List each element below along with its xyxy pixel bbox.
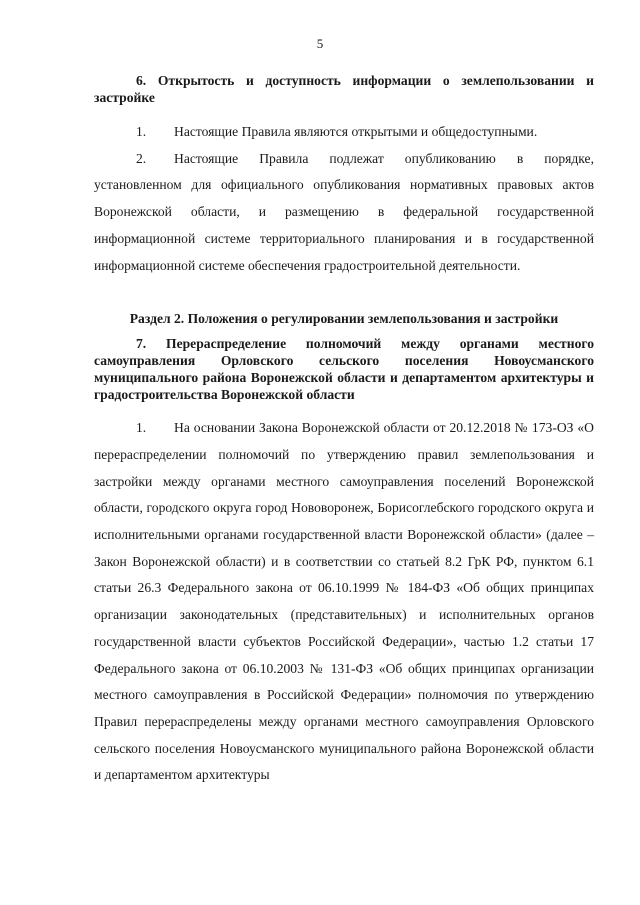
section-6-item-2 — [94, 146, 594, 280]
section-7-heading: 7. Перераспределение полномочий между органами местного самоуправления Орловского сельского поселения Новоусманского муниципального района Воронежской области и департаментом архитектуры и градостроительства Воронежской области — [94, 336, 594, 403]
item-number: 1. — [136, 124, 147, 139]
section-7-item-1 — [94, 415, 594, 789]
item-text: На основании Закона Воронежской области от 20.12.2018 № 173-ОЗ «О перераспределении полномочий по утверждению правил землепользования и застройки между органами местного самоуправления поселений Воронежской области, городского округа город Нововоронеж, Борисоглебского городского округа и исполнительными органами государственной власти Воронежской области» (далее – Закон Воронежской области) и в соответствии со статьей 8.2 ГрК РФ, пунктом 6.1 статьи 26.3 Федерального закона от 06.10.1999 № 184-ФЗ «Об общих принципах организации законодательных (представительных) и исполнительных органов государственной власти субъектов Российской Федерации», частью 1.2 статьи 17 Федерального закона от 06.10.2003 № 131-ФЗ «Об общих принципах организации местного самоуправления в Российской Федерации» полномочия по утверждению Правил перераспределены между органами местного самоуправления Орловского сельского поселения Новоусманского муниципального района Воронежской области и департаментом архитектуры — [94, 420, 594, 783]
item-number: 2. — [136, 150, 147, 166]
page-number: 5 — [316, 36, 324, 51]
part-2-title: Раздел 2. Положения о регулировании землепользования и застройки — [129, 311, 559, 327]
section-6-item-1 — [94, 119, 594, 146]
item-text: Настоящие Правила подлежат опубликованию в порядке, установленном для официального опубликования нормативных правовых актов Воронежской области, и размещению в федеральной государственной информационной системе территориального планирования и в государственной информационной системе обеспечения градостроительной деятельности. — [94, 150, 594, 273]
section-6-heading: 6. Открытость и доступность информации о землепользовании и застройке — [94, 73, 594, 105]
item-number: 1. — [136, 420, 147, 436]
item-text: Настоящие Правила являются открытыми и общедоступными. — [174, 124, 538, 139]
document-body — [94, 64, 594, 789]
